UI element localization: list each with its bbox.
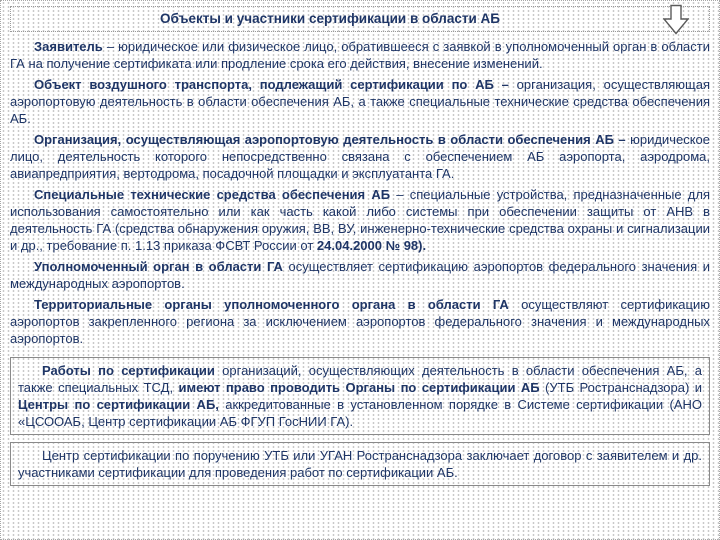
text-certification-works-3: аккредитованные в установленном порядке в Системе сертификации (АНО «ЦСООАБ, Центр сертификации АБ ФГУП ГосНИИ ГА). [18, 397, 702, 429]
term-territorial-bodies: Территориальные органы уполномоченного органа в области ГА [34, 297, 509, 312]
term-special-technical-means: Специальные технические средства обеспечения АБ [34, 187, 391, 202]
content-area [10, 38, 710, 486]
paragraph-airport-activity-organization [10, 131, 710, 182]
text-certification-works-1: организаций, осуществляющих деятельность в области обеспечения АБ, а также специальных ТСД, [18, 363, 702, 395]
term-authorized-body: Уполномоченный орган в области ГА [34, 259, 283, 274]
definition-special-technical-means: – специальные устройства, предназначенные для использования самостоятельно или как часть какой либо системы при обеспечении защиты от АНВ в деятельность ГА (средства обнаружения оружия, ВВ, ВУ, инженерно-технические средства охраны и сигнализации и др., требование п. 1.13 приказа ФСВТ России от [10, 187, 710, 253]
definition-airport-activity-organization: юридическое лицо, деятельность которого непосредственно связана с обеспечением АБ аэропорта, аэродрома, авиапредприятия, вертодрома, посадочной площадки и эксплуатанта ГА. [10, 132, 710, 181]
paragraph-applicant [10, 38, 710, 72]
text-certification-works-2: (УТБ Ространснадзора) и [539, 380, 702, 395]
paragraph-air-transport-object [10, 76, 710, 127]
term-airport-activity-organization: Организация, осуществляющая аэропортовую деятельность в области обеспечения АБ – [34, 132, 631, 147]
text-certification-center: Центр сертификации по поручению УТБ или УГАН Ространснадзора заключает договор с заявителем и др. участниками сертификации для проведения работ по сертификации АБ. [18, 448, 702, 480]
definition-authorized-body: осуществляет сертификацию аэропортов федерального значения и международных аэропортов. [10, 259, 711, 291]
down-arrow-glyph [663, 4, 689, 35]
title-box [10, 6, 710, 32]
paragraph-certification-works [18, 362, 702, 430]
definition-air-transport-object: организация, осуществляющая аэропортовую деятельность в области обеспечения АБ, а также специальные технические средства обеспечения АБ. [10, 77, 710, 126]
paragraph-special-technical-means [10, 186, 710, 254]
term-certification-centers: Центры по сертификации АБ, [18, 397, 219, 412]
paragraph-certification-center [18, 447, 702, 481]
term-certification-works: Работы по сертификации [42, 363, 215, 378]
definition-territorial-bodies: осуществляют сертификацию аэропортов закрепленного региона за исключением аэропортов федерального значения и международных аэропортов. [10, 297, 710, 346]
down-arrow-icon[interactable] [663, 4, 689, 35]
definition-applicant: – юридическое или физическое лицо, обратившееся с заявкой в уполномоченный орган в области ГА на получение сертификата или продление срока его действия, внесение изменений. [10, 39, 710, 71]
paragraph-territorial-bodies [10, 296, 710, 347]
term-applicant: Заявитель [34, 39, 103, 54]
term-air-transport-object: Объект воздушного транспорта, подлежащий сертификации по АБ – [34, 77, 517, 92]
page-title: Объекты и участники сертификации в области АБ [160, 11, 500, 26]
certification-center-box [10, 442, 710, 486]
paragraph-authorized-body [10, 258, 710, 292]
certification-works-box [10, 357, 710, 435]
order-date-number: 24.04.2000 № 98). [316, 238, 427, 253]
term-certification-bodies: имеют право проводить Органы по сертификации АБ [178, 380, 540, 395]
